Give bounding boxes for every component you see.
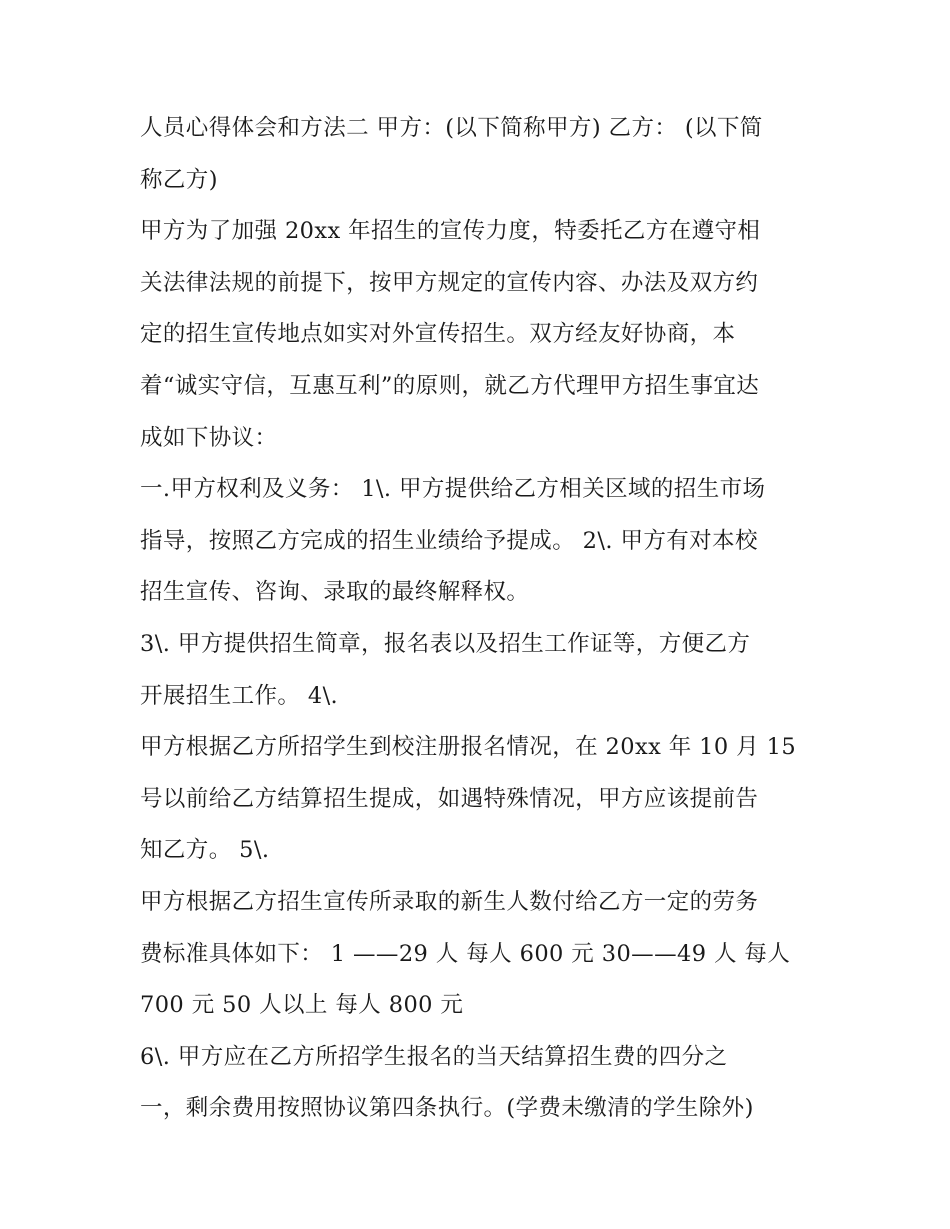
- text-line: 一，剩余费用按照协议第四条执行。(学费未缴清的学生除外): [140, 1095, 754, 1122]
- text-line: 号以前给乙方结算招生提成，如遇特殊情况，甲方应该提前告: [140, 785, 759, 812]
- text-line: 甲方根据乙方所招学生到校注册报名情况，在 20xx 年 10 月 15: [140, 734, 797, 761]
- text-line: 甲方为了加强 20xx 年招生的宣传力度，特委托乙方在遵守相: [140, 218, 761, 245]
- text-line: 关法律法规的前提下，按甲方规定的宣传内容、办法及双方约: [140, 269, 759, 296]
- text-line: 开展招生工作。 4\.: [140, 682, 339, 709]
- document-body: [140, 103, 815, 1135]
- text-line: 甲方根据乙方招生宣传所录取的新生人数付给乙方一定的劳务: [140, 888, 759, 915]
- text-line: 一.甲方权利及义务： 1\. 甲方提供给乙方相关区域的招生市场: [140, 476, 766, 503]
- text-line: 6\. 甲方应在乙方所招学生报名的当天结算招生费的四分之: [140, 1043, 728, 1070]
- text-line: 700 元 50 人以上 每人 800 元: [140, 992, 464, 1019]
- text-line: 招生宣传、咨询、录取的最终解释权。: [140, 579, 530, 606]
- text-line: 人员心得体会和方法二 甲方：(以下简称甲方) 乙方： (以下简: [140, 115, 763, 141]
- text-line: 着“诚实守信，互惠互利”的原则，就乙方代理甲方招生事宜达: [140, 372, 760, 399]
- text-line: 成如下协议：: [140, 424, 278, 451]
- text-line: 指导，按照乙方完成的招生业绩给予提成。 2\. 甲方有对本校: [140, 527, 758, 554]
- text-line: 费标准具体如下： 1 ——29 人 每人 600 元 30——49 人 每人: [140, 940, 791, 967]
- text-line: 3\. 甲方提供招生简章，报名表以及招生工作证等，方便乙方: [140, 630, 751, 657]
- text-line: 知乙方。 5\.: [140, 837, 270, 864]
- text-line: 定的招生宣传地点如实对外宣传招生。双方经友好协商，本: [140, 321, 736, 348]
- text-line: 称乙方): [140, 166, 218, 193]
